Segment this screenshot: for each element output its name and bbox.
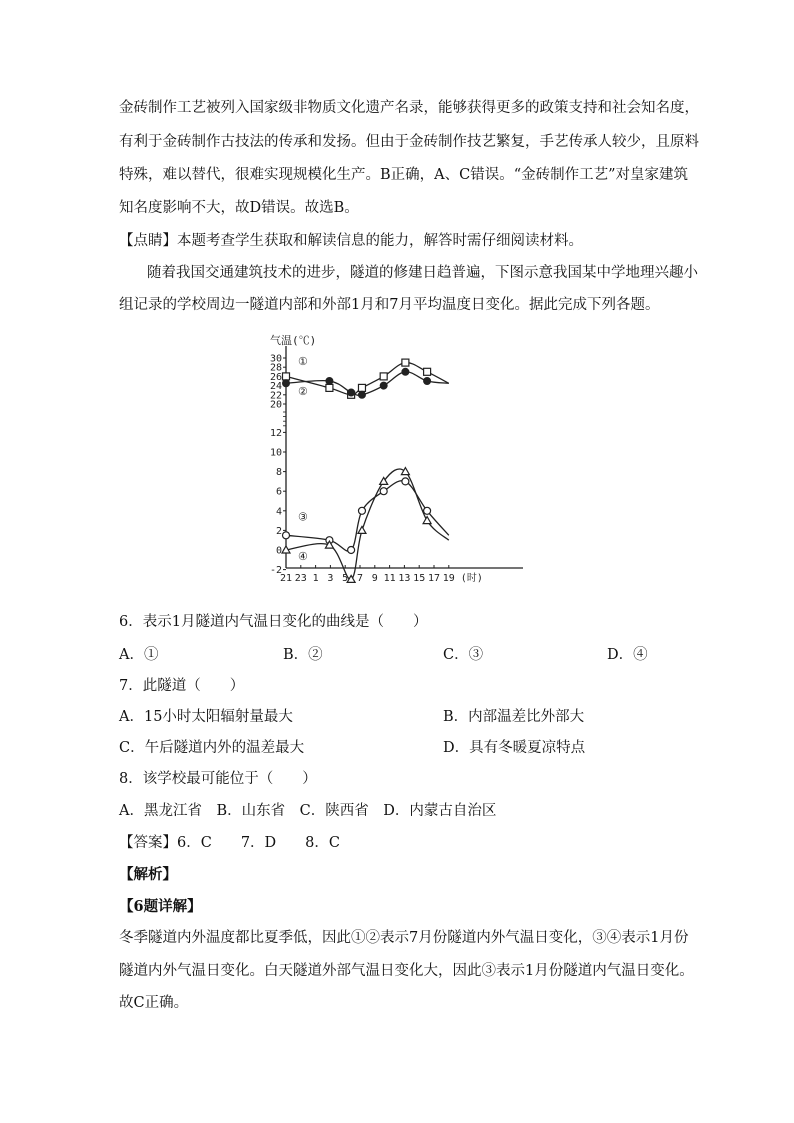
- x-tick-label: 9: [371, 573, 378, 584]
- x-tick-label: 15: [413, 573, 426, 584]
- data-point-series-2: [402, 368, 409, 375]
- data-point-series-3: [348, 547, 355, 554]
- y-tick-label: 4: [275, 506, 282, 518]
- q8-options[interactable]: A．黑龙江省 B．山东省 C．陕西省 D．内蒙古自治区: [119, 803, 497, 819]
- passage-line-1: 随着我国交通建筑技术的进步，隧道的修建日趋普遍，下图示意我国某中学地理兴趣小: [147, 265, 698, 281]
- data-point-series-3: [402, 478, 409, 485]
- data-point-series-3: [380, 488, 387, 495]
- series-line-4: [286, 469, 449, 580]
- intro-line-1: 金砖制作工艺被列入国家级非物质文化遗产名录，能够获得更多的政策支持和社会知名度，: [119, 100, 699, 116]
- y-tick-label: 28: [269, 362, 282, 374]
- intro-line-4: 知名度影响不大，故D错误。故选B。: [119, 200, 359, 216]
- q6-option-b[interactable]: B．②: [283, 647, 323, 663]
- x-tick-label: 5: [342, 573, 349, 584]
- detail-line-1: 冬季隧道内外温度都比夏季低，因此①②表示7月份隧道内外气温日变化，③④表示1月份: [119, 930, 689, 946]
- data-point-series-2: [326, 378, 333, 385]
- x-tick-label: 3: [327, 573, 334, 584]
- q7-option-d[interactable]: D．具有冬暖夏凉特点: [443, 740, 586, 756]
- data-point-series-3: [283, 532, 290, 539]
- intro-line-3: 特殊，难以替代，很难实现规模化生产。B正确，A、C错误。“金砖制作工艺”对皇家建筑: [119, 167, 689, 183]
- detail-line-3: 故C正确。: [119, 995, 189, 1011]
- comment-line: 【点睛】本题考查学生获取和解读信息的能力，解答时需仔细阅读材料。: [119, 233, 583, 249]
- series-label-1: ①: [298, 354, 308, 368]
- q7-option-a[interactable]: A．15小时太阳辐射量最大: [119, 709, 293, 725]
- data-point-series-3: [424, 507, 431, 514]
- detail-line-2: 隧道内外气温日变化。白天隧道外部气温日变化大，因此③表示1月份隧道内气温日变化。: [119, 963, 694, 979]
- x-tick-label: 19: [442, 573, 455, 584]
- y-tick-label: 24: [269, 381, 282, 393]
- series-label-2: ②: [298, 384, 308, 398]
- x-tick-label: 1: [312, 573, 319, 584]
- chart-axes: [283, 346, 523, 570]
- y-tick-label: 20: [269, 399, 282, 411]
- data-point-series-4: [423, 517, 431, 524]
- data-point-series-2: [358, 391, 365, 398]
- data-point-series-2: [424, 378, 431, 385]
- x-tick-label: 7: [356, 573, 364, 584]
- data-point-series-1: [402, 359, 409, 366]
- data-point-series-2: [283, 380, 290, 387]
- series-label-3: ③: [298, 510, 308, 524]
- data-point-series-4: [401, 468, 409, 475]
- y-tick-label: -2: [269, 565, 282, 577]
- detail-label: 【6题详解】: [119, 898, 202, 915]
- q6-stem: 6．表示1月隧道内气温日变化的曲线是（ ）: [119, 614, 428, 630]
- data-point-series-1: [424, 368, 431, 375]
- y-tick-label: 30: [269, 353, 282, 365]
- x-tick-label: 23: [294, 573, 307, 584]
- x-tick-label: 13: [398, 573, 411, 584]
- data-point-series-2: [380, 382, 387, 389]
- q7-option-c[interactable]: C．午后隧道内外的温差最大: [119, 740, 305, 756]
- q6-option-c[interactable]: C．③: [443, 647, 484, 663]
- y-tick-label: 6: [275, 486, 282, 498]
- x-tick-label: 11: [383, 573, 396, 584]
- passage-line-2: 组记录的学校周边一隧道内部和外部1月和7月平均温度日变化。据此完成下列各题。: [119, 297, 660, 313]
- q8-stem: 8．该学校最可能位于（ ）: [119, 771, 317, 787]
- data-point-series-1: [358, 384, 365, 391]
- x-axis-label: (时): [460, 573, 483, 584]
- data-point-series-2: [348, 389, 355, 396]
- q7-stem: 7．此隧道（ ）: [119, 678, 245, 694]
- series-label-4: ④: [298, 549, 308, 563]
- data-point-series-1: [380, 373, 387, 380]
- y-tick-label: 2: [275, 525, 282, 537]
- temperature-chart: [268, 330, 528, 592]
- answer-line: 【答案】6．C 7．D 8．C: [119, 835, 340, 851]
- data-point-series-3: [358, 507, 365, 514]
- y-tick-label: 12: [269, 427, 282, 439]
- q6-option-d[interactable]: D．④: [607, 647, 648, 663]
- y-tick-label: 10: [269, 447, 282, 459]
- y-tick-label: 26: [269, 371, 282, 383]
- x-tick-label: 21: [279, 573, 293, 584]
- q7-option-b[interactable]: B．内部温差比外部大: [443, 709, 585, 725]
- intro-line-2: 有利于金砖制作古技法的传承和发扬。但由于金砖制作技艺繁复，手艺传承人较少，且原料: [119, 134, 699, 150]
- y-tick-label: 0: [275, 545, 282, 557]
- q6-option-a[interactable]: A．①: [119, 647, 159, 663]
- y-axis-label: 气温(℃): [270, 334, 317, 347]
- data-point-series-1: [283, 373, 290, 380]
- x-tick-label: 17: [427, 573, 441, 584]
- analysis-label: 【解析】: [119, 866, 177, 883]
- data-point-series-1: [326, 384, 333, 391]
- y-tick-label: 22: [269, 390, 282, 402]
- y-tick-label: 8: [275, 467, 282, 479]
- data-point-series-4: [358, 526, 366, 533]
